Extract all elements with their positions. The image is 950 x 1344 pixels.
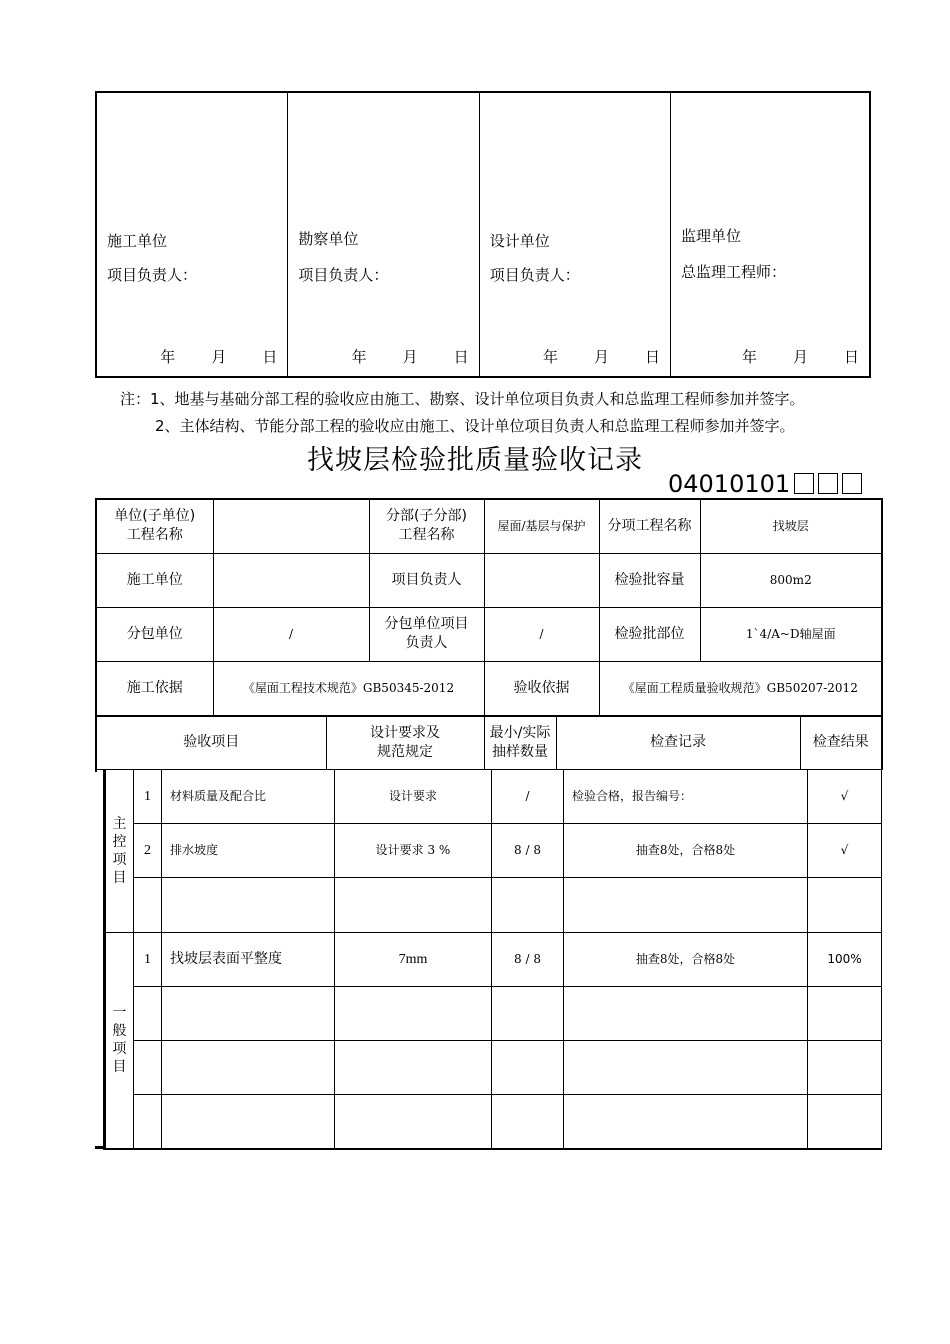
row-record xyxy=(564,987,808,1041)
subitem-value: 找坡层 xyxy=(700,499,882,553)
row-item: 排水坡度 xyxy=(162,824,335,878)
acc-basis-value: 《屋面工程质量验收规范》GB50207-2012 xyxy=(599,661,882,716)
row-no: 1 xyxy=(134,933,162,987)
contractor-label: 施工单位 xyxy=(96,553,213,607)
capacity-label: 检验批容量 xyxy=(599,553,700,607)
sub-pm-label: 分包单位项目 负责人 xyxy=(369,607,484,661)
table-row xyxy=(105,770,882,824)
row-result: √ xyxy=(808,824,882,878)
table-row xyxy=(105,824,882,878)
sub-value: / xyxy=(213,607,369,661)
row-no xyxy=(134,1095,162,1149)
row-sample xyxy=(492,987,564,1041)
signature-contractor xyxy=(97,93,288,376)
capacity-value: 800m2 xyxy=(700,553,882,607)
row-req xyxy=(335,878,492,933)
row-record xyxy=(564,1095,808,1149)
main-group-label: 主 控 项 目 xyxy=(105,770,134,933)
division-value: 屋面/基层与保护 xyxy=(484,499,599,553)
row-no xyxy=(134,878,162,933)
row-sample xyxy=(492,1095,564,1149)
row-no: 2 xyxy=(134,824,162,878)
signature-lead: 项目负责人： xyxy=(107,266,198,284)
table-row xyxy=(105,878,882,933)
signature-lead: 项目负责人： xyxy=(489,266,580,284)
row-result xyxy=(808,1041,882,1095)
row-req xyxy=(335,1041,492,1095)
row-item: 找坡层表面平整度 xyxy=(162,933,335,987)
corner-mark xyxy=(95,1146,104,1149)
row-req: 设计要求 xyxy=(335,770,492,824)
row-no xyxy=(134,987,162,1041)
signature-block xyxy=(95,91,871,378)
row-result xyxy=(808,1095,882,1149)
unit-value xyxy=(213,499,369,553)
page-title: 找坡层检验批质量验收记录 xyxy=(307,445,643,476)
signature-unit: 施工单位 xyxy=(107,232,168,250)
signature-date: 年 月 日 xyxy=(741,348,859,366)
signature-unit: 设计单位 xyxy=(489,232,550,250)
general-group-label: 一 般 项 目 xyxy=(105,933,134,1149)
basis-value: 《屋面工程技术规范》GB50345-2012 xyxy=(213,661,484,716)
signature-lead: 项目负责人： xyxy=(298,266,389,284)
row-req xyxy=(335,1095,492,1149)
row-record xyxy=(564,878,808,933)
row-item: 材料质量及配合比 xyxy=(162,770,335,824)
row-item xyxy=(162,1095,335,1149)
corner-mark xyxy=(95,769,97,772)
row-result: √ xyxy=(808,770,882,824)
record-code: 04010101 xyxy=(668,470,862,498)
column-result: 检查结果 xyxy=(800,716,882,770)
sub-pm-value: / xyxy=(484,607,599,661)
row-result xyxy=(808,878,882,933)
column-item: 验收项目 xyxy=(96,716,326,770)
table-row xyxy=(105,1041,882,1095)
row-sample xyxy=(492,1041,564,1095)
signature-survey xyxy=(288,93,479,376)
row-item xyxy=(162,1041,335,1095)
location-value: 1`4/A~D轴屋面 xyxy=(700,607,882,661)
signature-unit: 监理单位 xyxy=(681,227,742,245)
row-sample: 8 / 8 xyxy=(492,824,564,878)
row-record: 抽查8处，合格8处 xyxy=(564,824,808,878)
signature-date: 年 月 日 xyxy=(542,348,661,366)
table-row xyxy=(105,1095,882,1149)
note-line-2: 2、主体结构、节能分部工程的验收应由施工、设计单位项目负责人和总监理工程师参加并签字。 xyxy=(155,417,795,435)
unit-label: 单位(子单位) 工程名称 xyxy=(96,499,213,553)
row-sample: 8 / 8 xyxy=(492,933,564,987)
row-item xyxy=(162,987,335,1041)
pm-label: 项目负责人 xyxy=(369,553,484,607)
row-no: 1 xyxy=(134,770,162,824)
table-row xyxy=(105,987,882,1041)
column-header-table xyxy=(95,715,883,770)
items-table xyxy=(103,769,882,1150)
signature-design xyxy=(480,93,671,376)
row-result xyxy=(808,987,882,1041)
signature-date: 年 月 日 xyxy=(351,348,469,366)
row-result: 100% xyxy=(808,933,882,987)
sub-label: 分包单位 xyxy=(96,607,213,661)
row-no xyxy=(134,1041,162,1095)
note-line-1: 注：1、地基与基础分部工程的验收应由施工、勘察、设计单位项目负责人和总监理工程师参加并签字。 xyxy=(120,390,805,408)
row-req: 设计要求 3 % xyxy=(335,824,492,878)
header-table xyxy=(95,498,883,717)
row-sample xyxy=(492,878,564,933)
contractor-value xyxy=(213,553,369,607)
row-item xyxy=(162,878,335,933)
basis-label: 施工依据 xyxy=(96,661,213,716)
subitem-label: 分项工程名称 xyxy=(599,499,700,553)
signature-unit: 勘察单位 xyxy=(298,230,359,248)
row-req xyxy=(335,987,492,1041)
signature-supervision xyxy=(671,93,869,376)
signature-lead: 总监理工程师： xyxy=(681,263,787,281)
location-label: 检验批部位 xyxy=(599,607,700,661)
pm-value xyxy=(484,553,599,607)
column-sample: 最小/实际 抽样数量 xyxy=(484,716,556,770)
table-row xyxy=(105,933,882,987)
column-record: 检查记录 xyxy=(556,716,800,770)
division-label: 分部(子分部) 工程名称 xyxy=(369,499,484,553)
row-record xyxy=(564,1041,808,1095)
signature-date: 年 月 日 xyxy=(160,348,278,366)
column-req: 设计要求及 规范规定 xyxy=(326,716,484,770)
row-sample: / xyxy=(492,770,564,824)
row-record: 抽查8处，合格8处 xyxy=(564,933,808,987)
row-req: 7mm xyxy=(335,933,492,987)
acc-basis-label: 验收依据 xyxy=(484,661,599,716)
row-record: 检验合格，报告编号： xyxy=(564,770,808,824)
